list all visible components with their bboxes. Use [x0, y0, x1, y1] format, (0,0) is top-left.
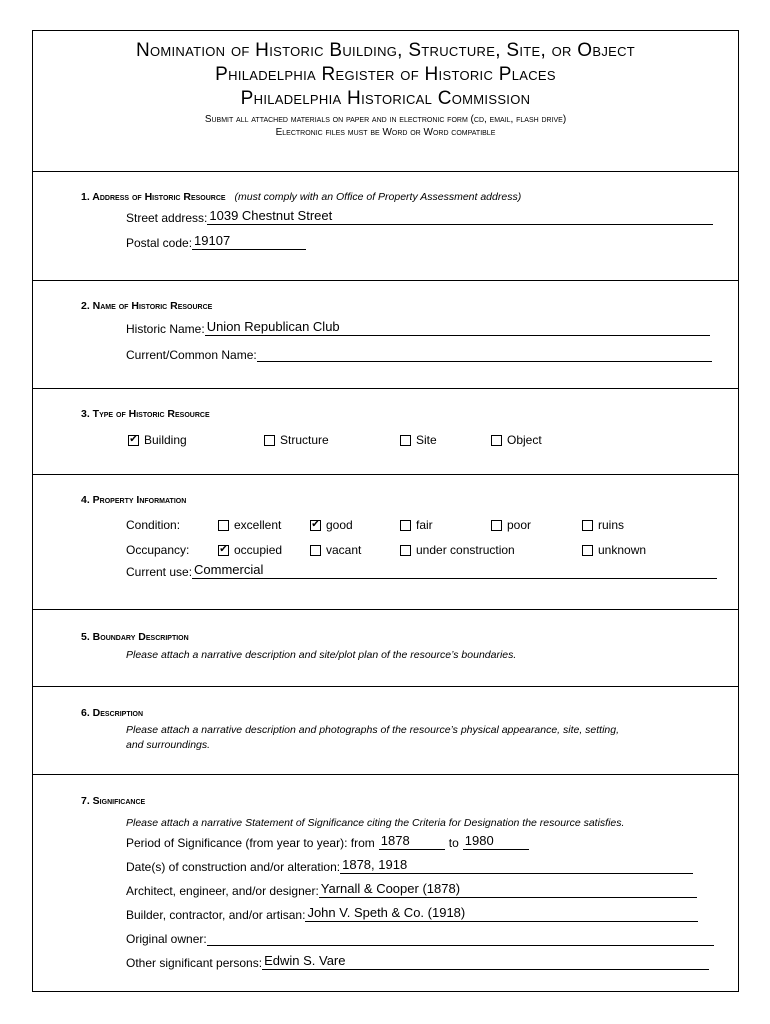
current-use-field[interactable]	[192, 563, 717, 579]
architect-value: Yarnall & Cooper (1878)	[320, 881, 461, 896]
condition-fair-option[interactable]	[400, 518, 433, 532]
option-label: occupied	[234, 543, 283, 557]
street-address-label: Street address:	[126, 211, 208, 225]
historic-name-value: Union Republican Club	[206, 319, 340, 334]
common-name-row	[126, 346, 712, 362]
divider	[33, 171, 738, 172]
option-label: Site	[416, 433, 437, 447]
checkbox-icon: ✔	[129, 434, 138, 445]
historic-name-row	[126, 320, 710, 336]
occupancy-unknown-option[interactable]	[582, 543, 646, 557]
divider	[33, 280, 738, 281]
checkbox-icon	[582, 545, 593, 556]
checkbox-icon: ✔	[311, 519, 320, 530]
checkbox-icon	[400, 435, 411, 446]
builder-field[interactable]	[305, 906, 698, 922]
occupancy-label: Occupancy:	[126, 543, 190, 557]
section-title: 4. Property Information	[81, 494, 187, 506]
architect-label: Architect, engineer, and/or designer:	[126, 884, 319, 898]
section-title: 7. Significance	[81, 795, 146, 807]
condition-excellent-option[interactable]	[218, 518, 281, 532]
section-title: 6. Description	[81, 707, 144, 719]
section-title: 3. Type of Historic Resource	[81, 408, 210, 420]
section-note: Please attach a narrative Statement of Significance citing the Criteria for Designation the resource satisfies.	[126, 817, 625, 829]
checkbox-icon	[400, 520, 411, 531]
type-building-option[interactable]	[128, 433, 187, 447]
option-label: good	[326, 518, 353, 532]
historic-name-field[interactable]	[205, 320, 710, 336]
option-label: ruins	[598, 518, 625, 532]
street-address-field[interactable]	[207, 209, 713, 225]
occupancy-vacant-option[interactable]	[310, 543, 361, 557]
commission-title: Philadelphia Historical Commission	[240, 88, 531, 109]
option-label: under construction	[416, 543, 515, 557]
historic-name-label: Historic Name:	[126, 322, 205, 336]
divider	[33, 774, 738, 775]
section-note: (must comply with an Office of Property Assessment address)	[234, 191, 522, 203]
period-to-value: 1980	[464, 833, 494, 848]
checkbox-icon	[264, 435, 275, 446]
postal-code-label: Postal code:	[126, 236, 193, 250]
divider	[33, 474, 738, 475]
option-label: poor	[507, 518, 532, 532]
divider	[33, 388, 738, 389]
type-object-option[interactable]	[491, 433, 542, 447]
postal-code-value: 19107	[194, 233, 231, 248]
electronic-instructions: Electronic files must be Word or Word compatible	[275, 127, 496, 138]
section-title: 5. Boundary Description	[81, 631, 189, 643]
option-label: Structure	[280, 433, 329, 447]
period-to-field[interactable]	[463, 834, 529, 850]
checkbox-icon	[491, 520, 502, 531]
section-note: Please attach a narrative description and site/plot plan of the resource’s boundaries.	[126, 649, 517, 661]
option-label: Building	[144, 433, 187, 447]
form-header	[33, 39, 738, 139]
option-label: vacant	[326, 543, 362, 557]
condition-label: Condition:	[126, 518, 181, 532]
checkbox-icon	[582, 520, 593, 531]
condition-poor-option[interactable]	[491, 518, 531, 532]
register-title: Philadelphia Register of Historic Places	[215, 64, 556, 85]
current-use-label: Current use:	[126, 565, 193, 579]
postal-code-row	[126, 234, 306, 250]
condition-ruins-option[interactable]	[582, 518, 624, 532]
period-label: Period of Significance (from year to year): from	[126, 836, 375, 850]
occupancy-under-construction-option[interactable]	[400, 543, 515, 557]
significant-persons-label: Other significant persons:	[126, 956, 263, 970]
period-from-field[interactable]	[379, 834, 445, 850]
construction-dates-row	[126, 858, 693, 874]
option-label: excellent	[234, 518, 282, 532]
form-frame	[32, 30, 739, 992]
significant-persons-value: Edwin S. Vare	[264, 953, 346, 968]
period-to-label: to	[448, 836, 459, 850]
builder-label: Builder, contractor, and/or artisan:	[126, 908, 306, 922]
divider	[33, 609, 738, 610]
section-title: 1. Address of Historic Resource	[81, 191, 226, 203]
original-owner-label: Original owner:	[126, 932, 207, 946]
period-from-value: 1878	[380, 833, 410, 848]
type-structure-option[interactable]	[264, 433, 329, 447]
divider	[33, 686, 738, 687]
option-label: unknown	[598, 543, 647, 557]
checkbox-icon	[491, 435, 502, 446]
architect-field[interactable]	[319, 882, 697, 898]
architect-row	[126, 882, 697, 898]
period-row	[126, 834, 529, 850]
checkbox-icon	[218, 520, 229, 531]
builder-value: John V. Speth & Co. (1918)	[307, 905, 466, 920]
construction-dates-label: Date(s) of construction and/or alteration:	[126, 860, 341, 874]
common-name-label: Current/Common Name:	[126, 348, 257, 362]
section-title: 2. Name of Historic Resource	[81, 300, 213, 312]
significant-persons-field[interactable]	[262, 954, 709, 970]
condition-good-option[interactable]	[310, 518, 353, 532]
form-title: Nomination of Historic Building, Structure, Site, or Object	[135, 40, 636, 61]
submit-instructions: Submit all attached materials on paper and in electronic form (cd, email, flash drive)	[204, 114, 567, 125]
common-name-field[interactable]	[257, 346, 712, 362]
checkbox-icon	[310, 545, 321, 556]
original-owner-row	[126, 930, 714, 946]
construction-dates-field[interactable]	[340, 858, 693, 874]
postal-code-field[interactable]	[192, 234, 306, 250]
option-label: fair	[416, 518, 433, 532]
original-owner-field[interactable]	[207, 930, 714, 946]
checkbox-icon	[400, 545, 411, 556]
current-use-row	[126, 563, 717, 579]
construction-dates-value: 1878, 1918	[342, 857, 408, 872]
type-site-option[interactable]	[400, 433, 437, 447]
street-address-row	[126, 209, 713, 225]
significant-persons-row	[126, 954, 709, 970]
section-note-continued: and surroundings.	[126, 739, 211, 751]
checkbox-icon: ✔	[219, 544, 228, 555]
occupancy-occupied-option[interactable]	[218, 543, 282, 557]
builder-row	[126, 906, 698, 922]
section-note: Please attach a narrative description and photographs of the resource’s physical appearance, site, setting,	[126, 724, 620, 736]
street-address-value: 1039 Chestnut Street	[209, 208, 333, 223]
option-label: Object	[507, 433, 542, 447]
current-use-value: Commercial	[194, 562, 264, 577]
